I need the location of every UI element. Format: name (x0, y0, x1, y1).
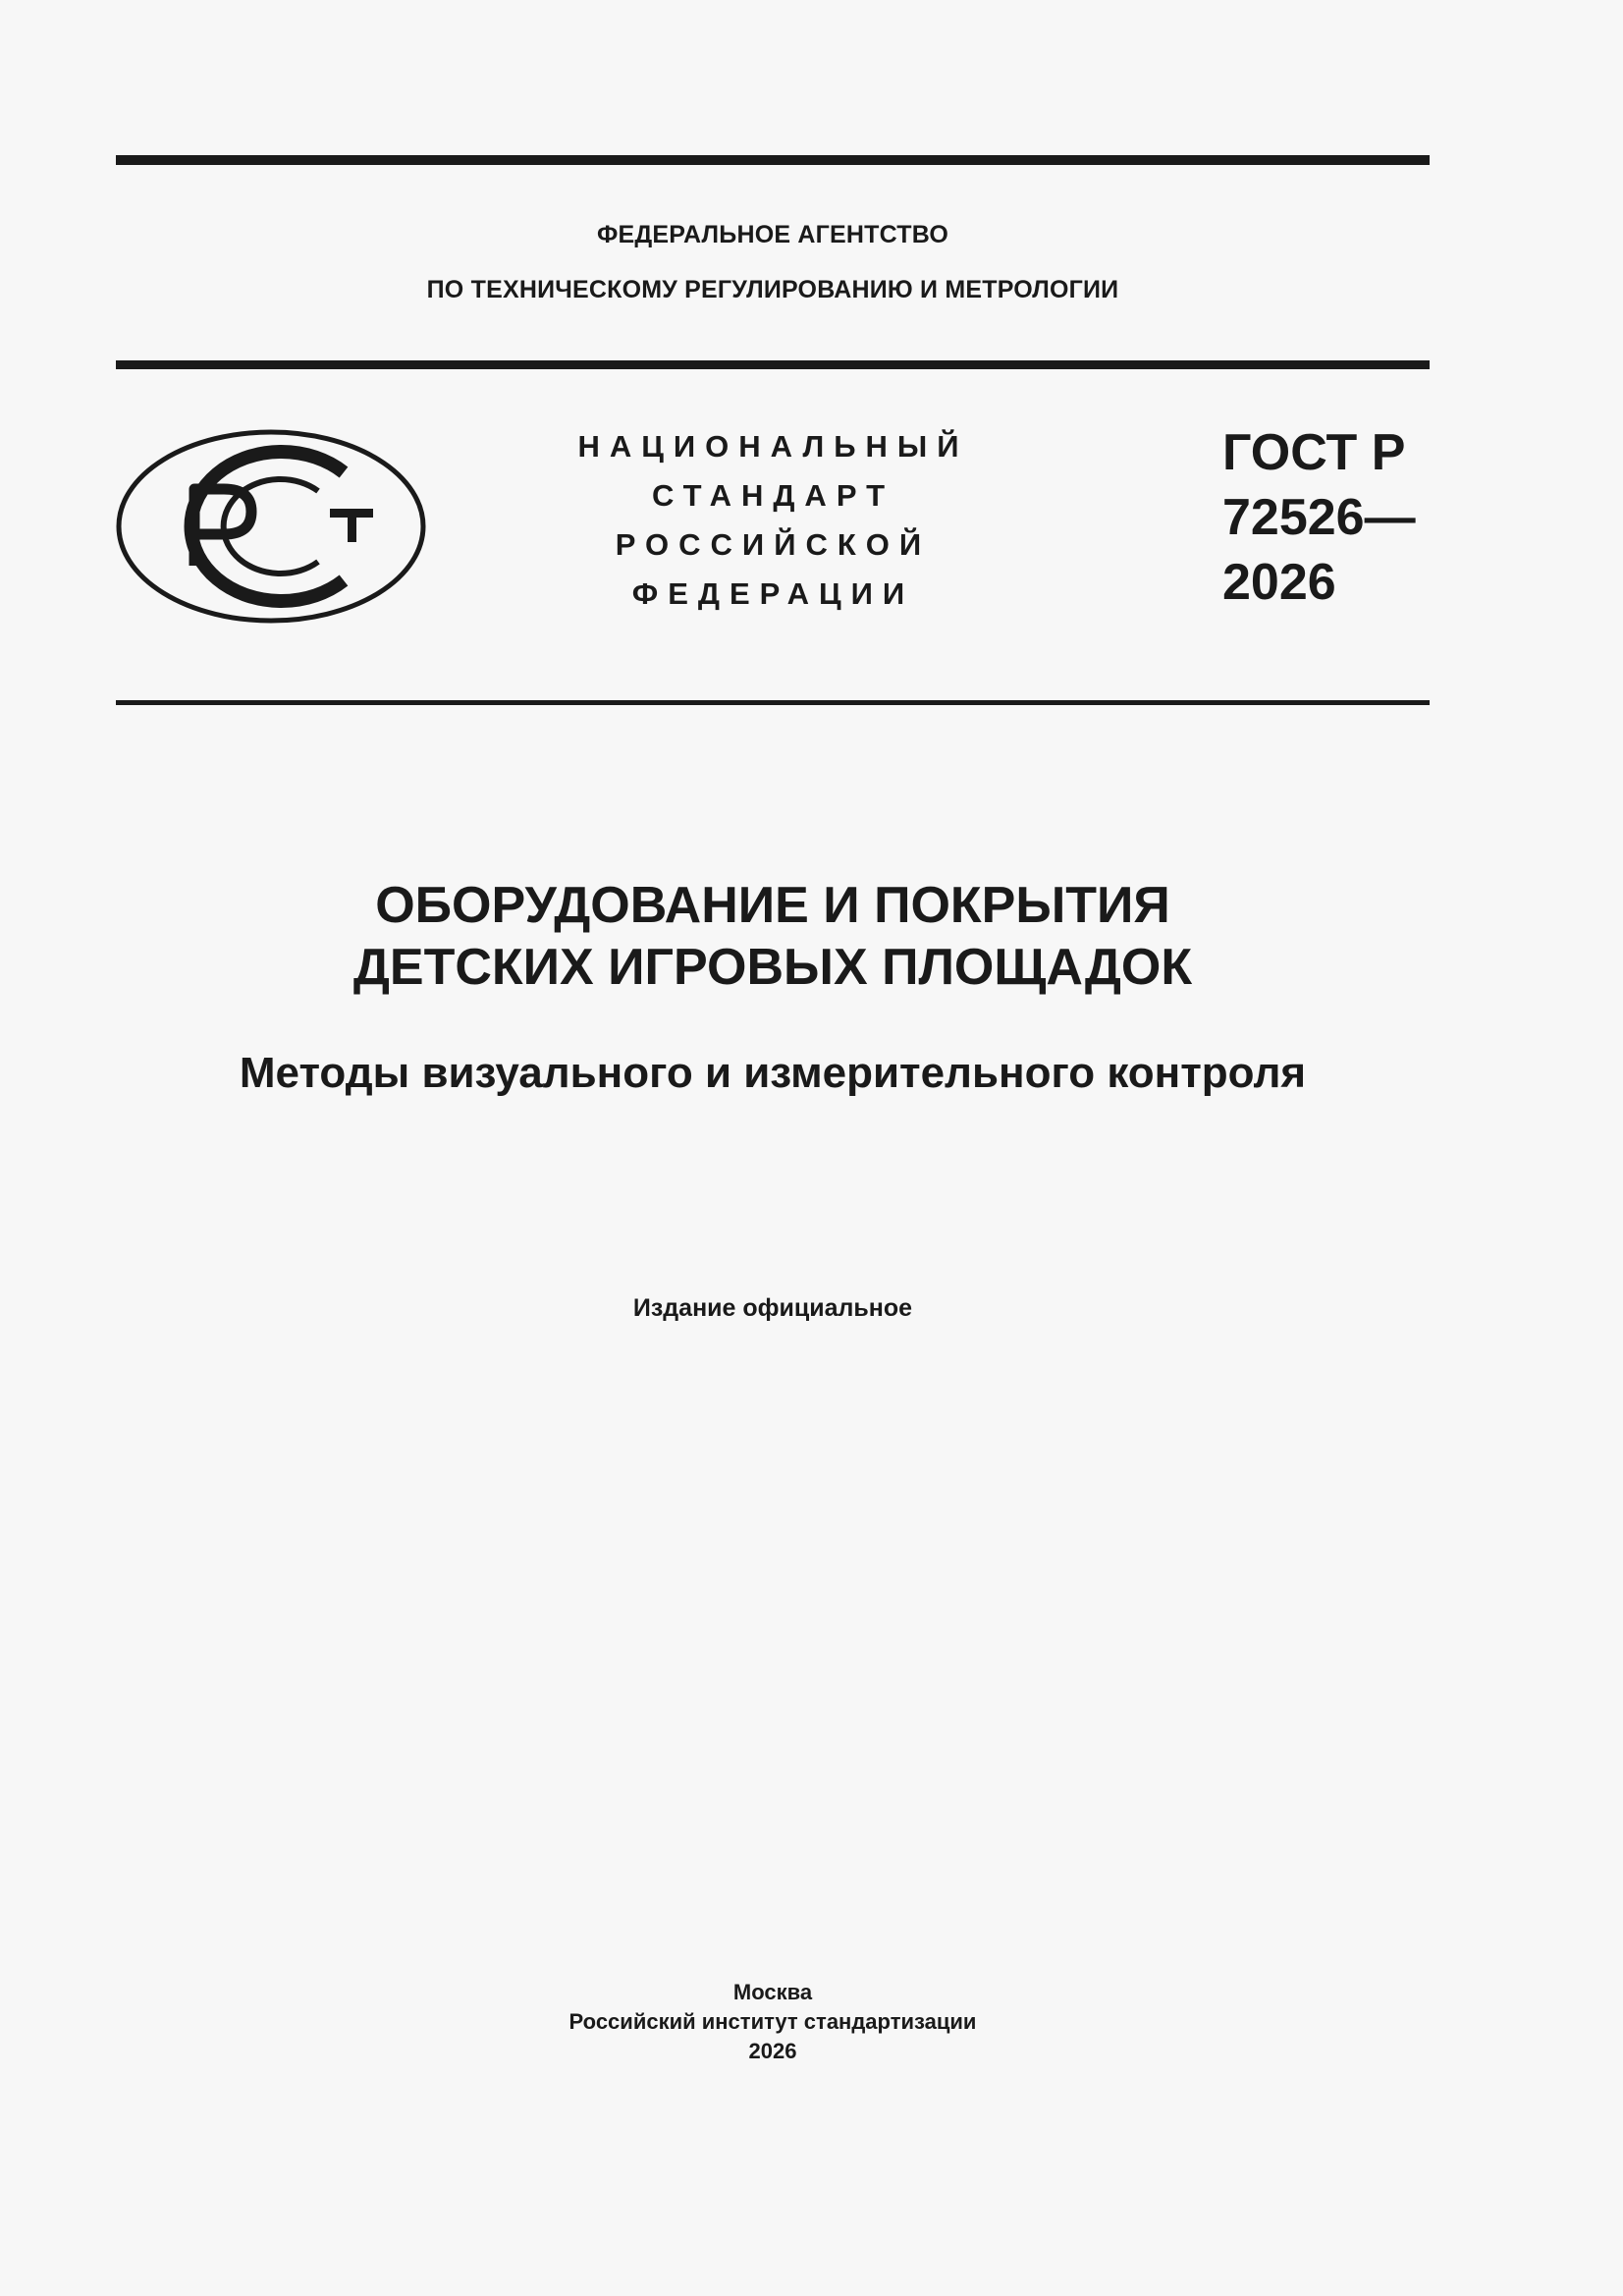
middle-rule (116, 360, 1430, 369)
top-rule (116, 155, 1430, 165)
imprint-year: 2026 (748, 2039, 797, 2063)
national-standard-line-1: НАЦИОНАЛЬНЫЙ (577, 429, 969, 464)
document-title (116, 875, 1430, 999)
gost-year: 2026 (1222, 554, 1336, 611)
agency-name-line-2: ПО ТЕХНИЧЕСКОМУ РЕГУЛИРОВАНИЮ И МЕТРОЛОГИИ (426, 276, 1119, 303)
national-standard-line-4: ФЕДЕРАЦИИ (631, 576, 915, 611)
gost-designation (1222, 420, 1478, 615)
national-standard-line-3: РОССИЙСКОЙ (615, 527, 932, 562)
imprint-publisher: Российский институт стандартизации (568, 2009, 977, 2034)
agency-name-line-1: ФЕДЕРАЛЬНОЕ АГЕНТСТВО (597, 221, 948, 248)
rst-certification-mark-icon (116, 428, 426, 625)
national-standard-heading (550, 422, 997, 619)
national-standard-line-2: СТАНДАРТ (651, 478, 895, 513)
gost-prefix: ГОСТ Р (1222, 424, 1406, 481)
bottom-rule (116, 700, 1430, 705)
gost-number: 72526— (1222, 489, 1416, 546)
document-title-line-1: ОБОРУДОВАНИЕ И ПОКРЫТИЯ (375, 877, 1170, 934)
document-title-line-2: ДЕТСКИХ ИГРОВЫХ ПЛОЩАДОК (352, 939, 1193, 996)
publisher-imprint (116, 1978, 1430, 2066)
document-subtitle: Методы визуального и измерительного контроля (239, 1049, 1307, 1097)
edition-note: Издание официальное (632, 1294, 913, 1322)
imprint-city: Москва (732, 1980, 813, 2004)
